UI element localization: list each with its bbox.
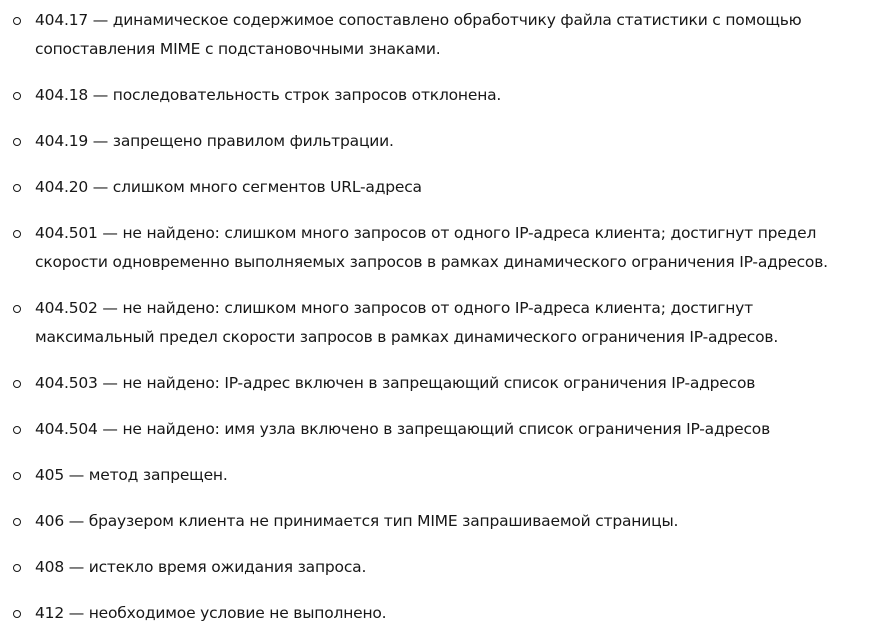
list-item-text: 404.18 — последовательность строк запросов отклонена. — [35, 86, 502, 104]
list-item — [0, 507, 873, 536]
list-item-text: 404.502 — не найдено: слишком много запросов от одного IP-адреса клиента; достигнут максимальный предел скорости запросов в рамках динамического ограничения IP-адресов. — [35, 299, 779, 346]
bullet-icon — [13, 305, 21, 313]
bullet-icon — [13, 426, 21, 434]
bullet-icon — [13, 138, 21, 146]
list-item — [0, 461, 873, 490]
bullet-icon — [13, 610, 21, 618]
list-item — [0, 294, 873, 352]
list-item — [0, 127, 873, 156]
bullet-icon — [13, 518, 21, 526]
bullet-icon — [13, 92, 21, 100]
bullet-icon — [13, 380, 21, 388]
list-item-text: 408 — истекло время ожидания запроса. — [35, 558, 367, 576]
list-item-text: 404.17 — динамическое содержимое сопоставлено обработчику файла статистики с помощью сопоставления MIME с подстановочными знаками. — [35, 11, 802, 58]
list-item — [0, 553, 873, 582]
list-item-text: 412 — необходимое условие не выполнено. — [35, 604, 387, 622]
list-item-text: 405 — метод запрещен. — [35, 466, 228, 484]
list-item — [0, 81, 873, 110]
bullet-icon — [13, 564, 21, 572]
bullet-icon — [13, 472, 21, 480]
list-item-text: 404.503 — не найдено: IP-адрес включен в запрещающий список ограничения IP-адресов — [35, 374, 756, 392]
list-item — [0, 173, 873, 202]
list-item — [0, 219, 873, 277]
bullet-icon — [13, 17, 21, 25]
list-item — [0, 6, 873, 64]
list-item-text: 404.504 — не найдено: имя узла включено в запрещающий список ограничения IP-адресов — [35, 420, 771, 438]
bullet-icon — [13, 230, 21, 238]
list-item-text: 404.501 — не найдено: слишком много запросов от одного IP-адреса клиента; достигнут предел скорости одновременно выполняемых запросов в рамках динамического ограничения IP-адресов. — [35, 224, 828, 271]
bullet-icon — [13, 184, 21, 192]
list-item-text: 404.19 — запрещено правилом фильтрации. — [35, 132, 394, 150]
list-item — [0, 369, 873, 398]
list-item-text: 406 — браузером клиента не принимается тип MIME запрашиваемой страницы. — [35, 512, 679, 530]
list-item — [0, 415, 873, 444]
list-item-text: 404.20 — слишком много сегментов URL-адреса — [35, 178, 422, 196]
